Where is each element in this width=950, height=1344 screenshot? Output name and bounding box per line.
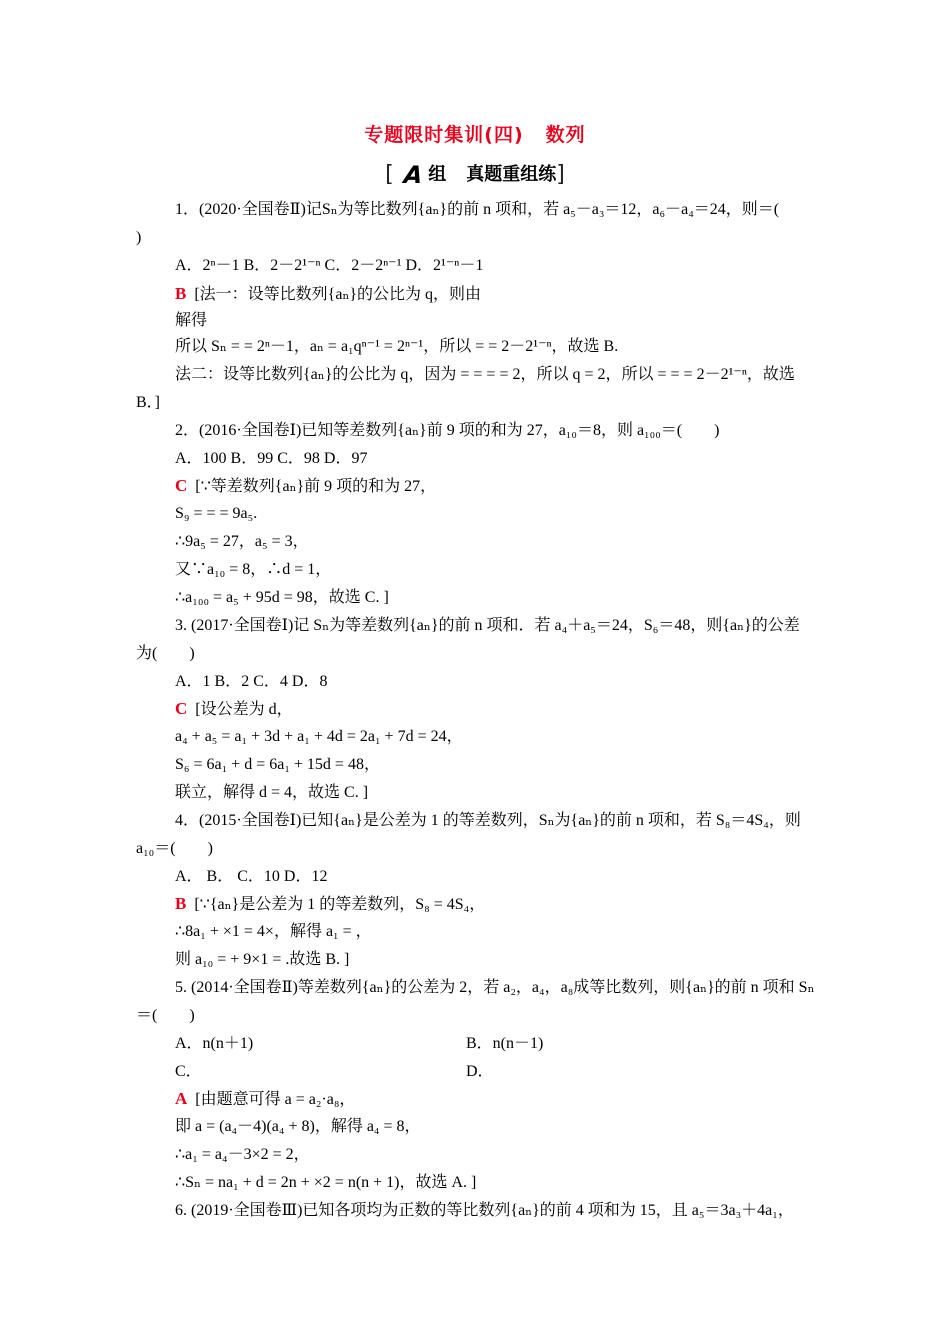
q1-answer: B: [175, 284, 187, 303]
q1-sol4: 法二：设等比数列{aₙ}的公比为 q，因为 = = = = 2，所以 q = 2，所以 = = = 2－2¹⁻ⁿ，故选: [175, 366, 795, 383]
group-bracket-open: [: [385, 162, 394, 187]
group-name: 真题重组练: [466, 164, 557, 185]
q3-solution-line: [175, 699, 293, 720]
q4-stem-end: a₁₀＝( ): [136, 840, 213, 857]
q4-options: A． B． C．10 D．12: [175, 868, 328, 885]
q1-sol2: 解得: [175, 312, 208, 329]
q1-sol1: [法一：设等比数列{aₙ}的公比为 q，则由: [194, 286, 482, 303]
q4-answer: B: [175, 894, 187, 913]
q4-solution-line: [175, 894, 485, 915]
q2-sol2: S₉ = = = 9a₅.: [175, 505, 258, 522]
q5-stem: 5. (2014·全国卷Ⅱ)等差数列{aₙ}的公差为 2，若 a₂，a₄，a₈成等比数列，则{aₙ}的前 n 项和 Sₙ: [175, 979, 815, 996]
q3-sol3: S₆ = 6a₁ + d = 6a₁ + 15d = 48，: [175, 756, 380, 773]
q4-stem: 4．(2015·全国卷Ⅰ)已知{aₙ}是公差为 1 的等差数列，Sₙ为{aₙ}的前 n 项和，若 S₈＝4S₄，则: [175, 812, 801, 829]
q5-sol3: ∴a₁ = a₄－3×2 = 2，: [175, 1146, 310, 1163]
q4-sol2: ∴8a₁ + ×1 = 4×，解得 a₁ = ，: [175, 923, 372, 940]
q2-stem: 2．(2016·全国卷Ⅰ)已知等差数列{aₙ}前 9 项的和为 27，a₁₀＝8，则 a₁₀₀＝( ): [175, 422, 720, 439]
q3-sol1: [设公差为 d，: [195, 701, 293, 718]
q3-sol2: a₄ + a₅ = a₁ + 3d + a₁ + 4d = 2a₁ + 7d = 24，: [175, 728, 463, 745]
q3-stem: 3. (2017·全国卷Ⅰ)记 Sₙ为等差数列{aₙ}的前 n 项和．若 a₄＋a₅＝24，S₆＝48，则{aₙ}的公差: [175, 617, 800, 634]
title-sub: 数列: [545, 124, 586, 146]
q3-answer: C: [175, 699, 188, 718]
q2-options: A．100 B．99 C．98 D．97: [175, 450, 368, 467]
q1-stem-end: ): [136, 229, 142, 246]
q3-stem-end: 为( ): [136, 645, 195, 662]
q3-options: A．1 B．2 C．4 D．8: [175, 673, 328, 690]
q5-sol4: ∴Sₙ = na₁ + d = 2n + ×2 = n(n + 1)，故选 A. ]: [175, 1174, 477, 1191]
q2-sol3: ∴9a₅ = 27，a₅ = 3，: [175, 533, 309, 550]
q6-stem: 6. (2019·全国卷Ⅲ)已知各项均为正数的等比数列{aₙ}的前 4 项和为 15，且 a₅＝3a₃＋4a₁，: [175, 1202, 794, 1219]
page-title: [0, 120, 950, 147]
group-letter: A: [402, 161, 424, 189]
q3-sol4: 联立，解得 d = 4，故选 C. ]: [175, 784, 369, 801]
q4-sol3: 则 a₁₀ = + 9×1 = .故选 B. ]: [175, 951, 350, 968]
q5-option-d: D．: [466, 1063, 494, 1080]
title-main: 专题限时集训(四): [364, 124, 524, 146]
q2-answer: C: [175, 476, 188, 495]
group-label: 组: [428, 164, 447, 185]
q5-answer: A: [175, 1089, 188, 1108]
q5-option-a: A．n(n＋1): [175, 1035, 254, 1052]
q2-solution-line: [175, 476, 436, 497]
q4-sol1: [∵{aₙ}是公差为 1 的等差数列，S₈ = 4S₄，: [194, 896, 486, 913]
q1-options: A．2ⁿ－1 B．2－2¹⁻ⁿ C．2－2ⁿ⁻¹ D．2¹⁻ⁿ－1: [175, 257, 484, 274]
q5-sol1: [由题意可得 a = a₂·a₈，: [195, 1091, 356, 1108]
q5-solution-line: [175, 1089, 355, 1110]
q1-stem: 1．(2020·全国卷Ⅱ)记Sₙ为等比数列{aₙ}的前 n 项和，若 a₅－a₃＝12，a₆－a₄＝24，则＝(: [175, 201, 780, 218]
q1-solution-line: [175, 284, 481, 305]
group-header: [0, 160, 950, 189]
q5-option-c: C．: [175, 1063, 202, 1080]
q5-sol2: 即 a = (a₄－4)(a₄ + 8)，解得 a₄ = 8，: [175, 1118, 421, 1135]
q1-sol5: B．]: [136, 394, 161, 411]
q2-sol5: ∴a₁₀₀ = a₅ + 95d = 98，故选 C. ]: [175, 589, 389, 606]
q2-sol4: 又∵a₁₀ = 8，∴d = 1，: [175, 561, 332, 578]
q1-sol3: 所以 Sₙ = = 2ⁿ－1，aₙ = a₁qⁿ⁻¹ = 2ⁿ⁻¹，所以 = = 2－2¹⁻ⁿ，故选 B.: [175, 338, 619, 355]
q5-option-b: B．n(n－1): [466, 1035, 544, 1052]
group-bracket-close: ]: [556, 162, 565, 187]
q2-sol1: [∵等差数列{aₙ}前 9 项的和为 27，: [195, 478, 437, 495]
q5-stem-end: ＝( ): [136, 1007, 195, 1024]
